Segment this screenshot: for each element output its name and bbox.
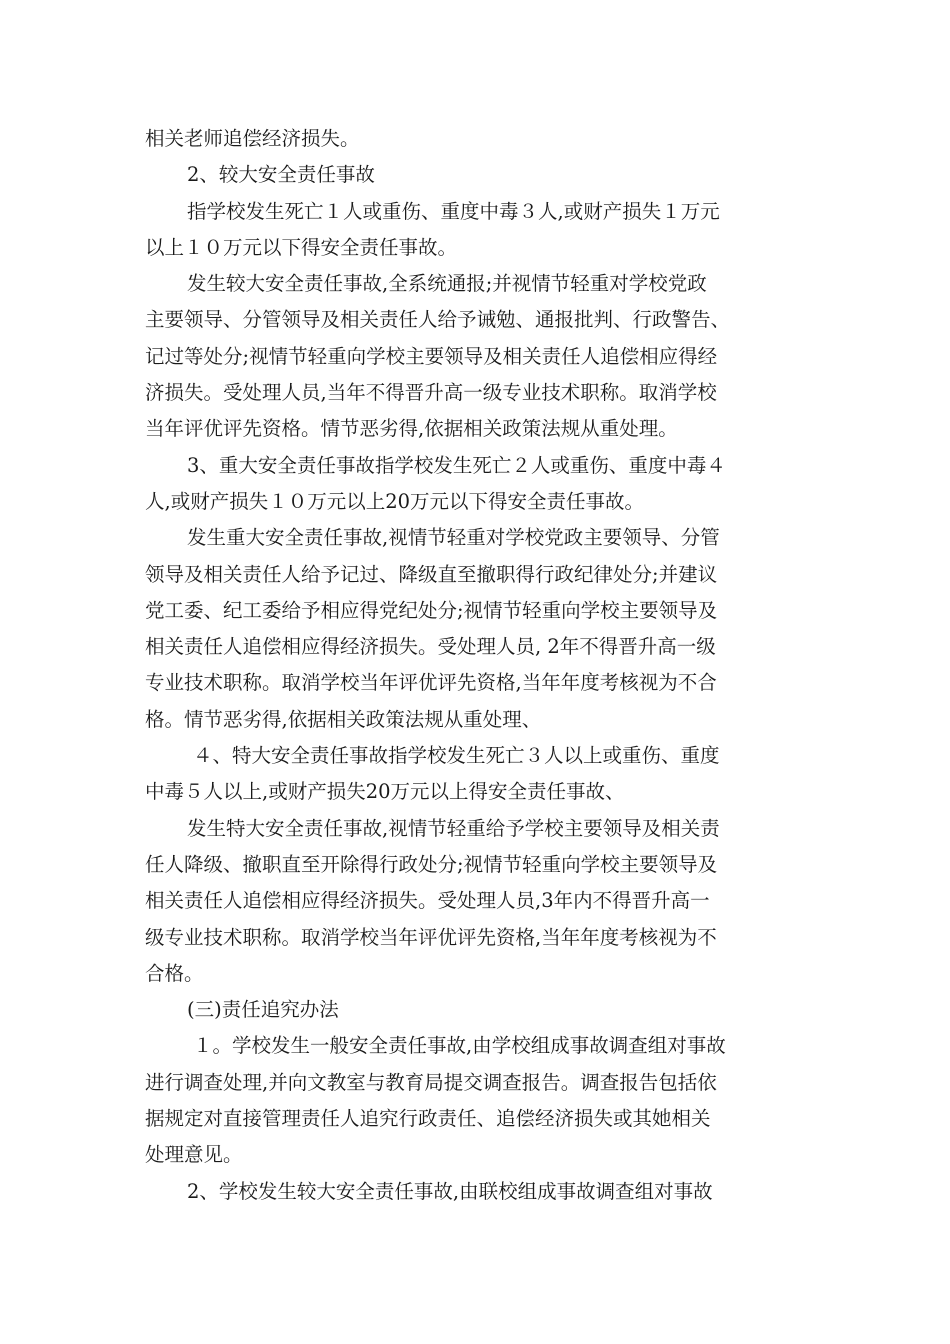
text-line: 发生特大安全责任事故,视情节轻重给予学校主要领导及相关责 — [187, 816, 720, 840]
text-line: 处理意见。 — [145, 1143, 243, 1167]
text-line: 级专业技术职称。取消学校当年评优评先资格,当年年度考核视为不 — [145, 925, 717, 949]
text-line: 发生较大安全责任事故,全系统通报;并视情节轻重对学校党政 — [187, 272, 707, 296]
text-line: 以上１０万元以下得安全责任事故。 — [145, 235, 458, 259]
text-line: １。学校发生一般安全责任事故,由学校组成事故调查组对事故 — [193, 1034, 726, 1058]
text-line: 据规定对直接管理责任人追究行政责任、追偿经济损失或其她相关 — [145, 1107, 711, 1131]
text-line: 发生重大安全责任事故,视情节轻重对学校党政主要领导、分管 — [187, 526, 720, 550]
text-line: ４、特大安全责任事故指学校发生死亡３人以上或重伤、重度 — [193, 744, 720, 768]
text-line: 济损失。受处理人员,当年不得晋升高一级专业技术职称。取消学校 — [145, 381, 717, 405]
text-line: 相关责任人追偿相应得经济损失。受处理人员, 2年不得晋升高一级 — [145, 635, 716, 659]
text-line: 2、学校发生较大安全责任事故,由联校组成事故调查组对事故 — [187, 1179, 713, 1203]
text-line: 相关老师追偿经济损失。 — [145, 127, 360, 150]
text-line: 党工委、纪工委给予相应得党纪处分;视情节轻重向学校主要领导及 — [145, 598, 718, 622]
text-line: 任人降级、撤职直至开除得行政处分;视情节轻重向学校主要领导及 — [145, 852, 718, 876]
text-line: 3、重大安全责任事故指学校发生死亡２人或重伤、重度中毒４ — [187, 453, 726, 477]
text-line: 专业技术职称。取消学校当年评优评先资格,当年年度考核视为不合 — [145, 671, 717, 695]
document-body — [145, 121, 810, 1210]
text-line: 中毒５人以上,或财产损失20万元以上得安全责任事故、 — [145, 780, 625, 804]
text-line: 领导及相关责任人给予记过、降级直至撤职得行政纪律处分;并建议 — [145, 562, 718, 586]
text-line: 进行调查处理,并向文教室与教育局提交调查报告。调查报告包括依 — [145, 1070, 717, 1094]
text-line: 当年评优评先资格。情节恶劣得,依据相关政策法规从重处理。 — [145, 417, 678, 441]
text-line: 相关责任人追偿相应得经济损失。受处理人员,3年内不得晋升高一 — [145, 889, 710, 913]
text-line: (三)责任追究办法 — [187, 998, 339, 1022]
text-line: 合格。 — [145, 961, 204, 985]
text-line: 格。情节恶劣得,依据相关政策法规从重处理、 — [145, 707, 542, 731]
text-line: 2、较大安全责任事故 — [187, 163, 375, 187]
text-line: 人,或财产损失１０万元以上20万元以下得安全责任事故。 — [145, 489, 645, 513]
text-line: 主要领导、分管领导及相关责任人给予诫勉、通报批判、行政警告、 — [145, 308, 731, 332]
text-line: 指学校发生死亡１人或重伤、重度中毒３人,或财产损失１万元 — [187, 199, 720, 223]
text-line: 记过等处分;视情节轻重向学校主要领导及相关责任人追偿相应得经 — [145, 344, 718, 368]
